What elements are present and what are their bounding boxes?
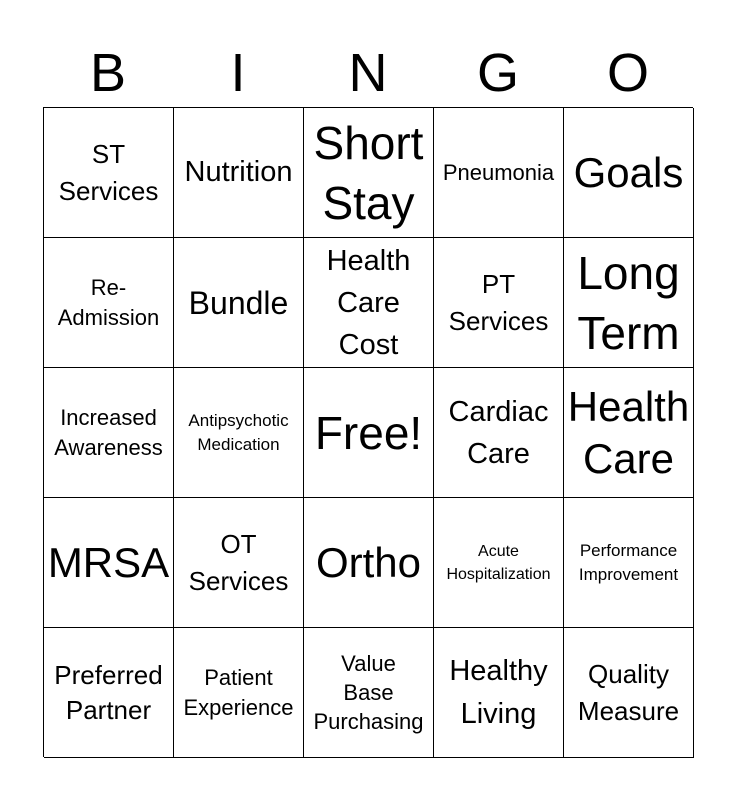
cell-text: Value Base Purchasing (313, 651, 424, 734)
cell-text: Preferred Partner (54, 659, 163, 725)
cell-text: OT Services (188, 528, 289, 596)
bingo-cell[interactable] (434, 498, 564, 628)
header-letter-o: O (606, 43, 649, 103)
header-letter-g: G (476, 43, 519, 103)
bingo-cell[interactable] (564, 498, 694, 628)
bingo-cell[interactable] (564, 108, 694, 238)
cell-text: Quality Measure (577, 658, 680, 726)
cell-text: Re- Admission (57, 274, 160, 330)
bingo-cell[interactable] (564, 238, 694, 368)
bingo-cell[interactable] (44, 368, 174, 498)
bingo-header (43, 38, 693, 108)
bingo-cell[interactable] (174, 628, 304, 758)
cell-text: Health Care (567, 382, 690, 482)
cell-text: Ortho (315, 538, 422, 586)
bingo-cell[interactable] (174, 108, 304, 238)
bingo-cell[interactable] (564, 368, 694, 498)
bingo-board (43, 107, 693, 757)
bingo-cell[interactable] (174, 238, 304, 368)
bingo-cell[interactable] (434, 368, 564, 498)
cell-text: Nutrition (184, 156, 293, 188)
cell-text: Health Care Cost (326, 244, 411, 361)
cell-text: MRSA (47, 538, 170, 586)
cell-text: Increased Awareness (54, 404, 163, 460)
bingo-cell[interactable] (174, 368, 304, 498)
free-space-cell[interactable] (304, 368, 434, 498)
cell-text: Performance Improvement (578, 540, 679, 584)
cell-text: Long Term (577, 246, 680, 359)
cell-text: Short Stay (313, 116, 424, 229)
cell-text: Patient Experience (183, 664, 294, 720)
bingo-cell[interactable] (434, 628, 564, 758)
cell-text: Healthy Living (449, 654, 548, 730)
cell-text: Antipsychotic Medication (188, 410, 289, 454)
bingo-cell[interactable] (44, 498, 174, 628)
cell-text: ST Services (58, 138, 159, 206)
bingo-cell[interactable] (304, 238, 434, 368)
bingo-cell[interactable] (44, 238, 174, 368)
cell-text: Goals (573, 148, 684, 196)
bingo-cell[interactable] (44, 108, 174, 238)
bingo-cell[interactable] (44, 628, 174, 758)
bingo-cell[interactable] (434, 108, 564, 238)
header-letter-b: B (89, 43, 127, 103)
bingo-cell[interactable] (174, 498, 304, 628)
cell-text: PT Services (448, 268, 549, 336)
bingo-cell[interactable] (304, 628, 434, 758)
cell-text: Cardiac Care (448, 395, 549, 470)
bingo-cell[interactable] (304, 498, 434, 628)
cell-text: Bundle (188, 284, 289, 321)
free-space-text: Free! (314, 406, 423, 459)
cell-text: Pneumonia (442, 159, 555, 185)
header-letter-i: I (230, 43, 246, 103)
bingo-cell[interactable] (434, 238, 564, 368)
bingo-cell[interactable] (304, 108, 434, 238)
header-letter-n: N (348, 43, 388, 103)
cell-text: Acute Hospitalization (446, 542, 551, 583)
bingo-cell[interactable] (564, 628, 694, 758)
